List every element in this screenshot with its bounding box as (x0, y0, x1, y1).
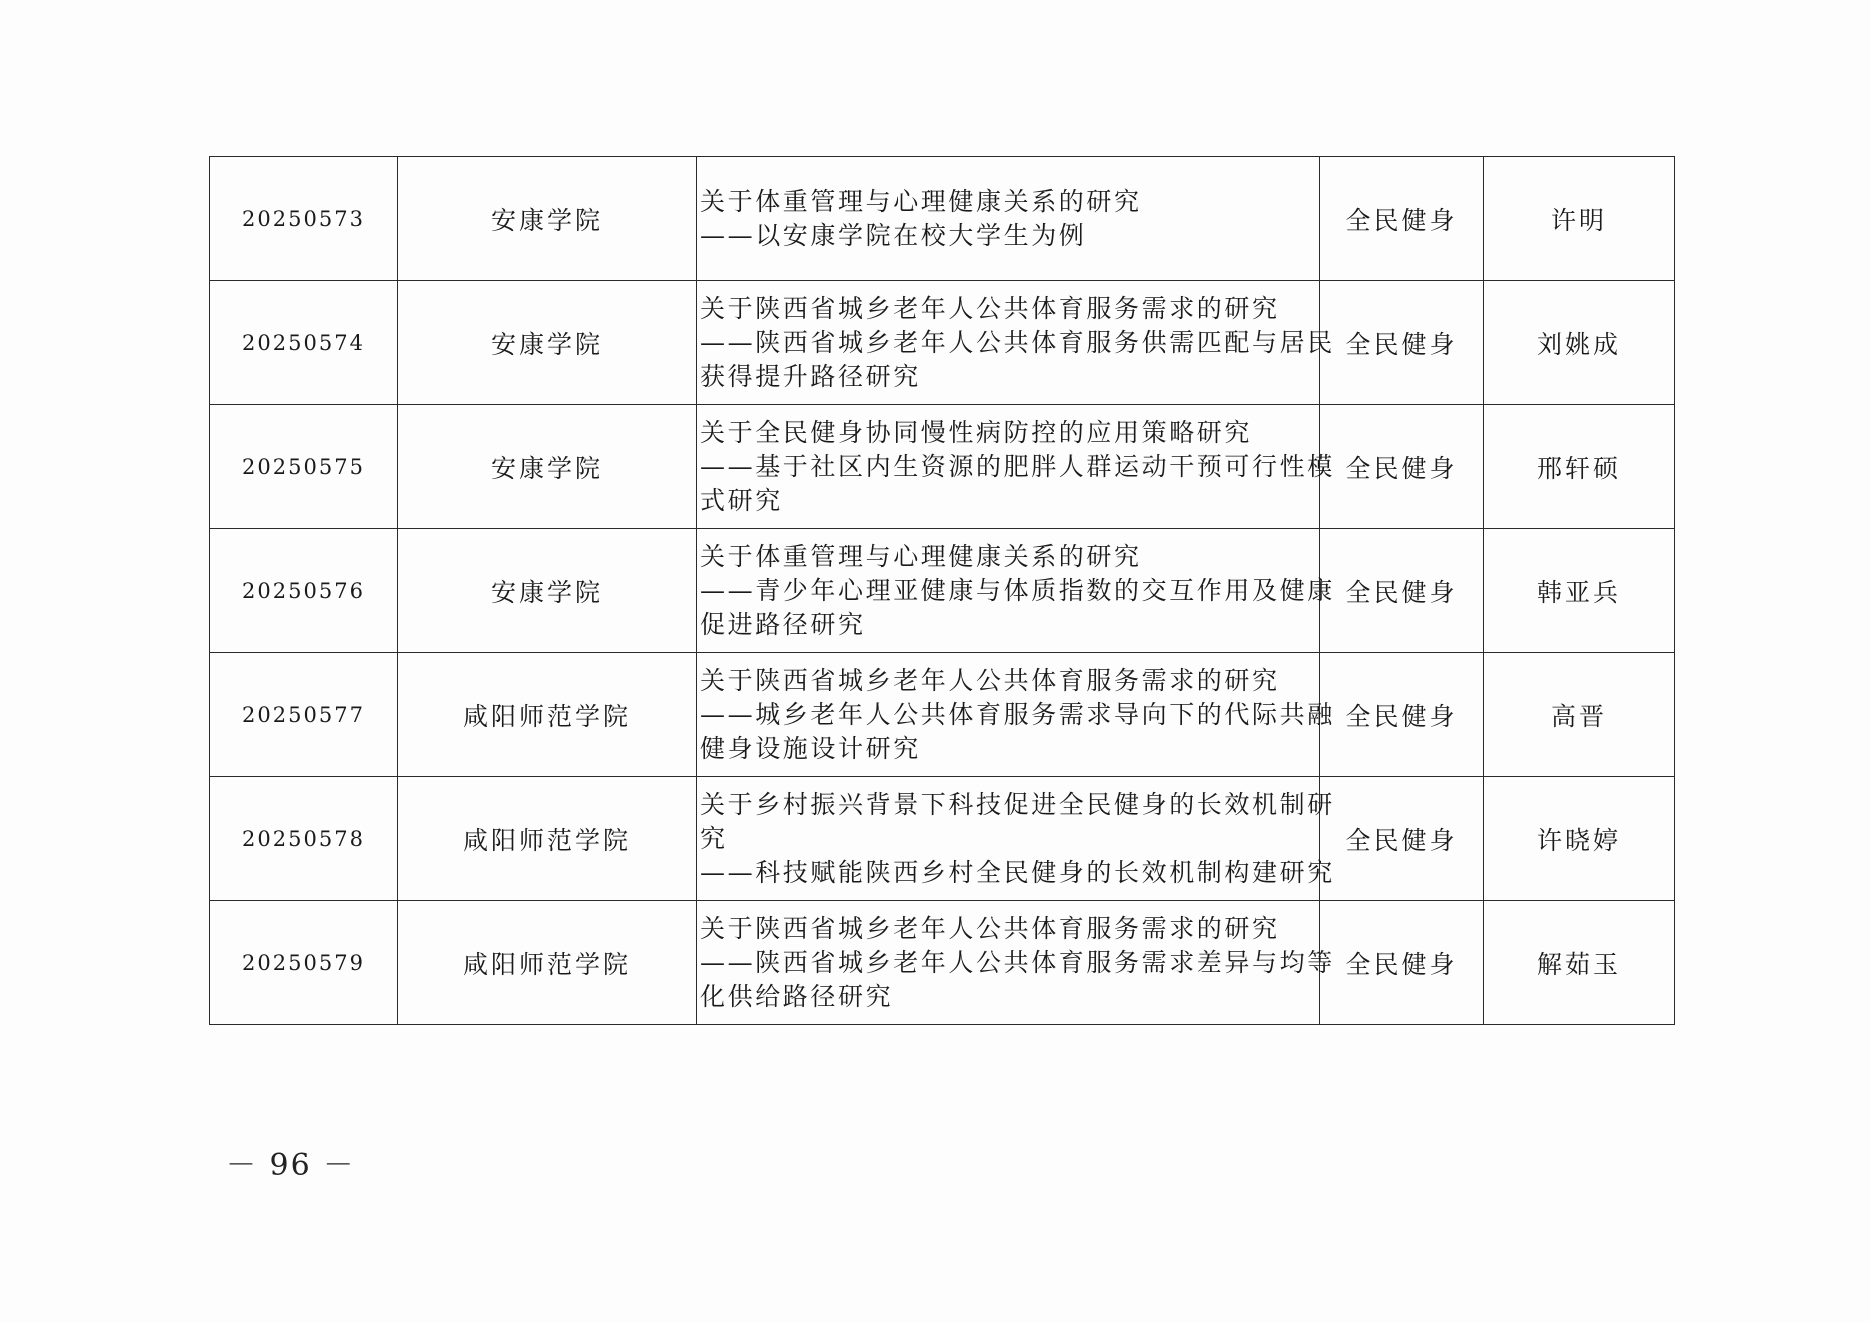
person-name-cell: 邢轩硕 (1484, 405, 1675, 529)
table-row (210, 901, 1675, 1025)
project-title-cell (697, 529, 1335, 653)
person-name-cell: 韩亚兵 (1484, 529, 1675, 653)
project-title-line: ——以安康学院在校大学生为例 (700, 220, 1087, 250)
project-title-line: 关于全民健身协同慢性病防控的应用策略研究 (700, 417, 1253, 447)
institution-cell: 咸阳师范学院 (398, 777, 697, 901)
project-title-line: ——科技赋能陕西乡村全民健身的长效机制构建研究 (700, 857, 1335, 887)
project-title-line: 关于体重管理与心理健康关系的研究 (700, 541, 1142, 571)
institution-cell: 安康学院 (398, 157, 697, 281)
project-title-line: ——陕西省城乡老年人公共体育服务供需匹配与居民 (700, 327, 1335, 357)
page-number: － 96 － (226, 1148, 356, 1183)
project-id-cell: 20250574 (210, 281, 398, 405)
category-cell: 全民健身 (1320, 281, 1484, 405)
project-id-cell: 20250577 (210, 653, 398, 777)
category-cell: 全民健身 (1320, 777, 1484, 901)
project-id-cell: 20250575 (210, 405, 398, 529)
category-cell: 全民健身 (1320, 653, 1484, 777)
category-cell: 全民健身 (1320, 529, 1484, 653)
person-name-cell: 高晋 (1484, 653, 1675, 777)
table-row (210, 777, 1675, 901)
project-title-line: 促进路径研究 (700, 609, 866, 639)
institution-cell: 安康学院 (398, 529, 697, 653)
project-title-line: ——青少年心理亚健康与体质指数的交互作用及健康 (700, 575, 1335, 605)
project-title-line: 获得提升路径研究 (700, 361, 921, 391)
institution-cell: 咸阳师范学院 (398, 653, 697, 777)
project-title-cell (697, 157, 1320, 281)
table-row (210, 281, 1675, 405)
table-row (210, 405, 1675, 529)
category-cell: 全民健身 (1320, 157, 1484, 281)
project-title-cell (697, 901, 1335, 1025)
person-name-cell: 解茹玉 (1484, 901, 1675, 1025)
project-id-cell: 20250578 (210, 777, 398, 901)
project-title-line: 化供给路径研究 (700, 981, 894, 1011)
table-row (210, 529, 1675, 653)
person-name-cell: 刘姚成 (1484, 281, 1675, 405)
project-id-cell: 20250579 (210, 901, 398, 1025)
project-id-cell: 20250576 (210, 529, 398, 653)
project-title-cell (697, 405, 1335, 529)
project-title-line: 关于陕西省城乡老年人公共体育服务需求的研究 (700, 665, 1280, 695)
category-cell: 全民健身 (1320, 901, 1484, 1025)
project-title-line: ——城乡老年人公共体育服务需求导向下的代际共融 (700, 699, 1335, 729)
project-title-line: 关于陕西省城乡老年人公共体育服务需求的研究 (700, 913, 1280, 943)
project-title-line: 式研究 (700, 485, 783, 515)
project-id-cell: 20250573 (210, 157, 398, 281)
project-title-cell (697, 653, 1335, 777)
project-title-line: 关于乡村振兴背景下科技促进全民健身的长效机制研 (700, 789, 1335, 819)
category-cell: 全民健身 (1320, 405, 1484, 529)
project-table (209, 156, 1675, 1025)
project-title-line: 健身设施设计研究 (700, 733, 921, 763)
project-title-line: 究 (700, 823, 728, 853)
table-row (210, 157, 1675, 281)
project-title-line: 关于陕西省城乡老年人公共体育服务需求的研究 (700, 293, 1280, 323)
project-table-body (210, 157, 1675, 1025)
institution-cell: 安康学院 (398, 405, 697, 529)
institution-cell: 咸阳师范学院 (398, 901, 697, 1025)
project-title-line: 关于体重管理与心理健康关系的研究 (700, 186, 1142, 216)
institution-cell: 安康学院 (398, 281, 697, 405)
project-title-line: ——基于社区内生资源的肥胖人群运动干预可行性模 (700, 451, 1335, 481)
person-name-cell: 许明 (1484, 157, 1675, 281)
project-title-line: ——陕西省城乡老年人公共体育服务需求差异与均等 (700, 947, 1335, 977)
project-title-cell (697, 281, 1335, 405)
project-title-cell (697, 777, 1335, 901)
person-name-cell: 许晓婷 (1484, 777, 1675, 901)
table-row (210, 653, 1675, 777)
